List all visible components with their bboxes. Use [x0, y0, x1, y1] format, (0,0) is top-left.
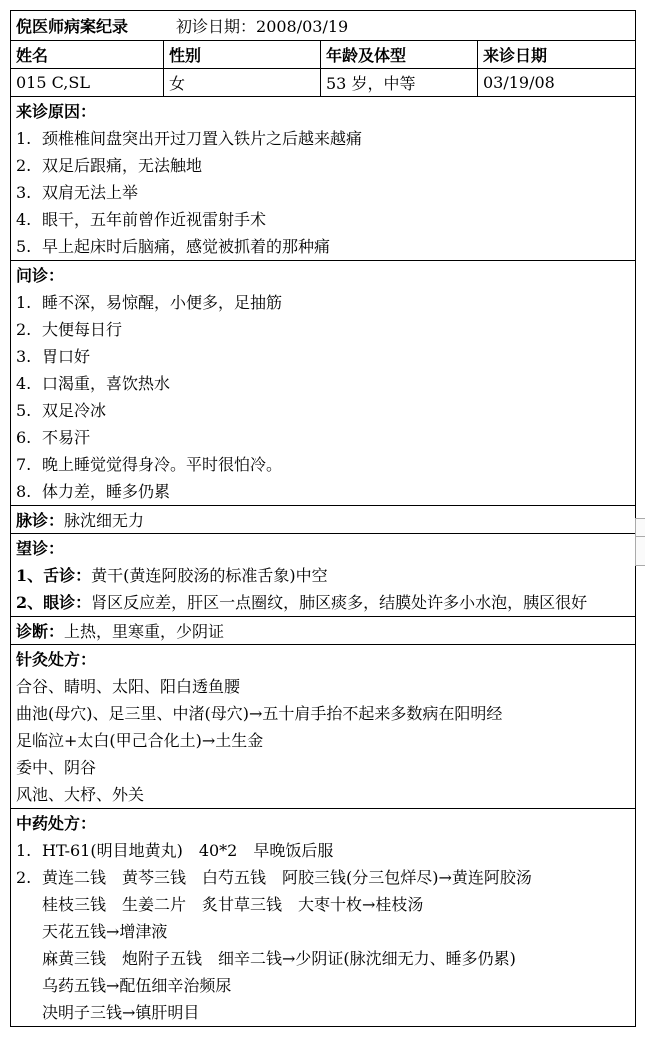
complaint-section: [11, 97, 635, 261]
pulse-text: 脉沈细无力: [64, 511, 145, 530]
value-gender: 女: [164, 69, 321, 96]
list-item: 桂枝三钱 生姜二片 炙甘草三钱 大枣十枚→桂枝汤: [42, 895, 424, 914]
margin-marker: [635, 536, 645, 566]
list-item: 8. 体力差，睡多仍累: [16, 482, 171, 501]
case-record-sheet: [10, 10, 636, 1027]
acupuncture-section: [11, 645, 635, 809]
list-item: 4. 口渴重，喜饮热水: [16, 374, 171, 393]
record-title: 倪医师病案纪录: [16, 17, 129, 36]
herbal-title: 中药处方：: [16, 814, 97, 833]
herbal-section: [11, 809, 635, 1026]
list-item: 委中、阴谷: [16, 758, 97, 777]
eye-diagnosis: 2、眼诊：肾区反应差，肝区一点圈纹，肺区痰多，结膜处许多小水泡，胰区很好: [16, 593, 588, 612]
list-item: 麻黄三钱 炮附子五钱 细辛二钱→少阴证(脉沈细无力、睡多仍累): [42, 949, 516, 968]
list-item: 足临泣+太白(甲己合化土)→土生金: [16, 731, 264, 750]
list-item: 天花五钱→增津液: [42, 922, 168, 941]
pulse-section: [11, 506, 635, 534]
inquiry-title: 问诊：: [16, 266, 65, 285]
complaint-title: 来诊原因：: [16, 102, 97, 121]
diagnosis-label: 诊断：: [16, 622, 65, 641]
list-item: 决明子三钱→镇肝明目: [42, 1003, 200, 1022]
header-gender: 性别: [164, 41, 321, 68]
acupuncture-title: 针灸处方：: [16, 650, 97, 669]
diagnosis-text: 上热，里寒重，少阴证: [64, 622, 225, 641]
list-item: 2. 双足后跟痛，无法触地: [16, 156, 203, 175]
inspection-title: 望诊：: [16, 539, 65, 558]
list-item: 合谷、睛明、太阳、阳白透鱼腰: [16, 677, 241, 696]
list-item: 7. 晚上睡觉觉得身冷。平时很怕冷。: [16, 455, 283, 474]
list-item: 5. 早上起床时后脑痛，感觉被抓着的那种痛: [16, 237, 331, 256]
list-item: 3. 胃口好: [16, 347, 91, 366]
record-header: [11, 11, 635, 41]
list-item: 6. 不易汗: [16, 428, 91, 447]
info-header-row: [11, 41, 635, 69]
list-item: 乌药五钱→配伍细辛治频尿: [42, 976, 232, 995]
value-name: 015 C,SL: [11, 69, 164, 96]
info-value-row: [11, 69, 635, 97]
first-visit-date: 初诊日期：2008/03/19: [176, 17, 349, 36]
pulse-label: 脉诊：: [16, 511, 65, 530]
list-item: 1. 睡不深，易惊醒，小便多，足抽筋: [16, 293, 283, 312]
header-name: 姓名: [11, 41, 164, 68]
list-item: 5. 双足冷冰: [16, 401, 107, 420]
header-age-build: 年龄及体型: [321, 41, 478, 68]
inquiry-section: [11, 261, 635, 506]
diagnosis-section: [11, 617, 635, 645]
value-visit-date: 03/19/08: [483, 73, 555, 92]
list-item: 4. 眼干，五年前曾作近视雷射手术: [16, 210, 267, 229]
list-item: 1. HT-61(明目地黄丸) 40*2 早晚饭后服: [16, 841, 334, 860]
list-item: 2. 大便每日行: [16, 320, 123, 339]
list-item: 1. 颈椎椎间盘突出开过刀置入铁片之后越来越痛: [16, 129, 363, 148]
header-visit-date: 来诊日期: [483, 46, 548, 65]
list-item: 2. 黄连二钱 黄芩三钱 白芍五钱 阿胶三钱(分三包烊尽)→黄连阿胶汤: [16, 868, 532, 887]
list-item: 风池、大杼、外关: [16, 785, 145, 804]
list-item: 曲池(母穴)、足三里、中渚(母穴)→五十肩手抬不起来多数病在阳明经: [16, 704, 503, 723]
inspection-section: [11, 534, 635, 617]
value-age-build: 53 岁，中等: [321, 69, 478, 96]
list-item: 3. 双肩无法上举: [16, 183, 139, 202]
tongue-diagnosis: 1、舌诊：黄干(黄连阿胶汤的标准舌象)中空: [16, 566, 328, 585]
